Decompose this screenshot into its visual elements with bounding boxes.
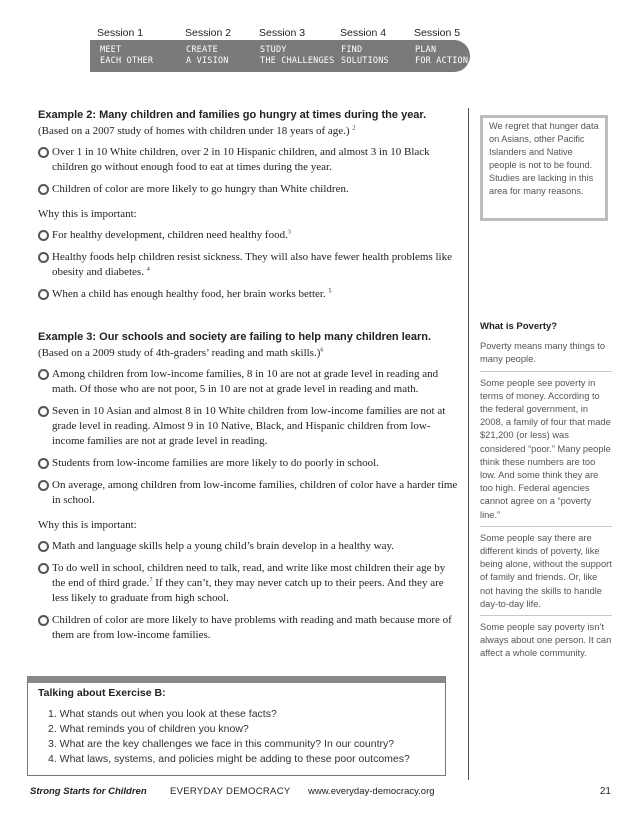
poverty-paragraph: Some people say there are different kinds of poverty, like being alone, without the support of family and friends. Or, like not having the skills to handle day-to-day life. [480,532,612,616]
session-band [90,40,470,72]
session-2-label: Session 2 [185,27,232,39]
session-3-label: Session 3 [259,27,306,39]
example-2-source: (Based on a 2007 study of homes with children under 18 years of age.) $^2$ [38,125,356,137]
example-2 [38,108,458,302]
footer-org: EVERYDAY DEMOCRACY [170,786,291,797]
session-1-label: Session 1 [97,27,144,39]
list-item: 3. What are the key challenges we face in this community? In our country? [48,738,395,750]
page-number: 21 [599,786,611,797]
list-item: To do well in school, children need to talk, read, and write like most children their age by the end of third grade.$^7$ If they can’t, they may never catch up to their peers. And they are less likely to graduate from high school. [38,561,458,606]
list-item: Seven in 10 Asian and almost 8 in 10 White children from low-income families are not at grade level in reading. Almost 9 in 10 Native, Black, and Hispanic children from low-income families are not at grade level in reading. [38,404,458,449]
poverty-title: What is Poverty? [480,321,558,332]
poverty-sidebar [480,320,612,670]
footer-url[interactable]: www.everyday-democracy.org [308,786,435,797]
example-3-heading: Example 3: Our schools and society are failing to help many children learn. [38,331,432,343]
bullet-icon [38,563,49,574]
list-item: 4. What laws, systems, and policies might be adding to these poor outcomes? [48,753,410,765]
main-content [38,108,458,650]
list-item: Over 1 in 10 White children, over 2 in 10 Hispanic children, and almost 3 in 10 Black children go without enough food to eat at times during the year. [38,145,458,175]
why-important-label: Why this is important: [38,208,137,220]
discussion-questions [48,707,410,767]
list-item: For healthy development, children need healthy food.$^3$ [38,228,458,243]
session-4-label: Session 4 [340,27,387,39]
bullet-icon [38,480,49,491]
discussion-title: Talking about Exercise B: [38,687,166,699]
footer-title: Strong Starts for Children [30,786,147,797]
discussion-box [27,676,446,776]
poverty-paragraph: Some people say poverty isn’t always about one person. It can affect a whole community. [480,622,612,659]
list-item: Healthy foods help children resist sickness. They will also have fewer health problems like obesity and diabetes. $^4$ [38,250,458,280]
bullet-icon [38,289,49,300]
poverty-paragraph: Some people see poverty in terms of money. According to the federal government, in 2008, a family of four that made $21,200 (or less) was considered “poor.” Many people think these numbers are too low. And some think they are too high. Federal agencies cannot agree on a “poverty line.” [480,377,612,527]
bullet-icon [38,147,49,158]
list-item: Students from low-income families are more likely to do poorly in school. [38,456,458,471]
poverty-paragraph: Poverty means many things to many people. [480,340,612,371]
example-3 [38,330,458,643]
list-item: When a child has enough healthy food, her brain works better. $^5$ [38,287,458,302]
page-footer [30,786,615,802]
why-important-label: Why this is important: [38,519,137,531]
bullet-icon [38,541,49,552]
session-2-title: CREATE A VISION [186,45,229,66]
list-item: Children of color are more likely to have problems with reading and math because more of them are from low-income families. [38,613,458,643]
example-3-source: (Based on a 2009 study of 4th-graders’ reading and math skills.)$^6$ [38,347,324,359]
bullet-icon [38,369,49,380]
session-4-title: FIND SOLUTIONS [341,45,389,66]
list-item: Math and language skills help a young child’s brain develop in a healthy way. [38,539,458,554]
bullet-icon [38,458,49,469]
list-item: 1. What stands out when you look at these facts? [48,708,277,720]
bullet-icon [38,184,49,195]
bullet-icon [38,615,49,626]
list-item: Children of color are more likely to go hungry than White children. [38,182,458,197]
session-5-label: Session 5 [414,27,461,39]
session-3-title: STUDY THE CHALLENGES [260,45,335,66]
list-item: Among children from low-income families, 8 in 10 are not at grade level in reading and math. Of those who are not poor, 5 in 10 are not at grade level in reading and math. [38,367,458,397]
bullet-icon [38,252,49,263]
session-1-title: MEET EACH OTHER [100,45,154,66]
session-5-title: PLAN FOR ACTION [415,45,469,66]
column-divider [468,108,469,780]
hunger-data-note: We regret that hunger data on Asians, other Pacific Islanders and Native people is not to be found. Studies are lacking in this area for many reasons. [480,115,608,221]
bullet-icon [38,230,49,241]
bullet-icon [38,406,49,417]
list-item: On average, among children from low-income families, children of color have a harder time in school. [38,478,458,508]
example-2-heading: Example 2: Many children and families go hungry at times during the year. [38,109,427,121]
list-item: 2. What reminds you of children you know? [48,723,249,735]
